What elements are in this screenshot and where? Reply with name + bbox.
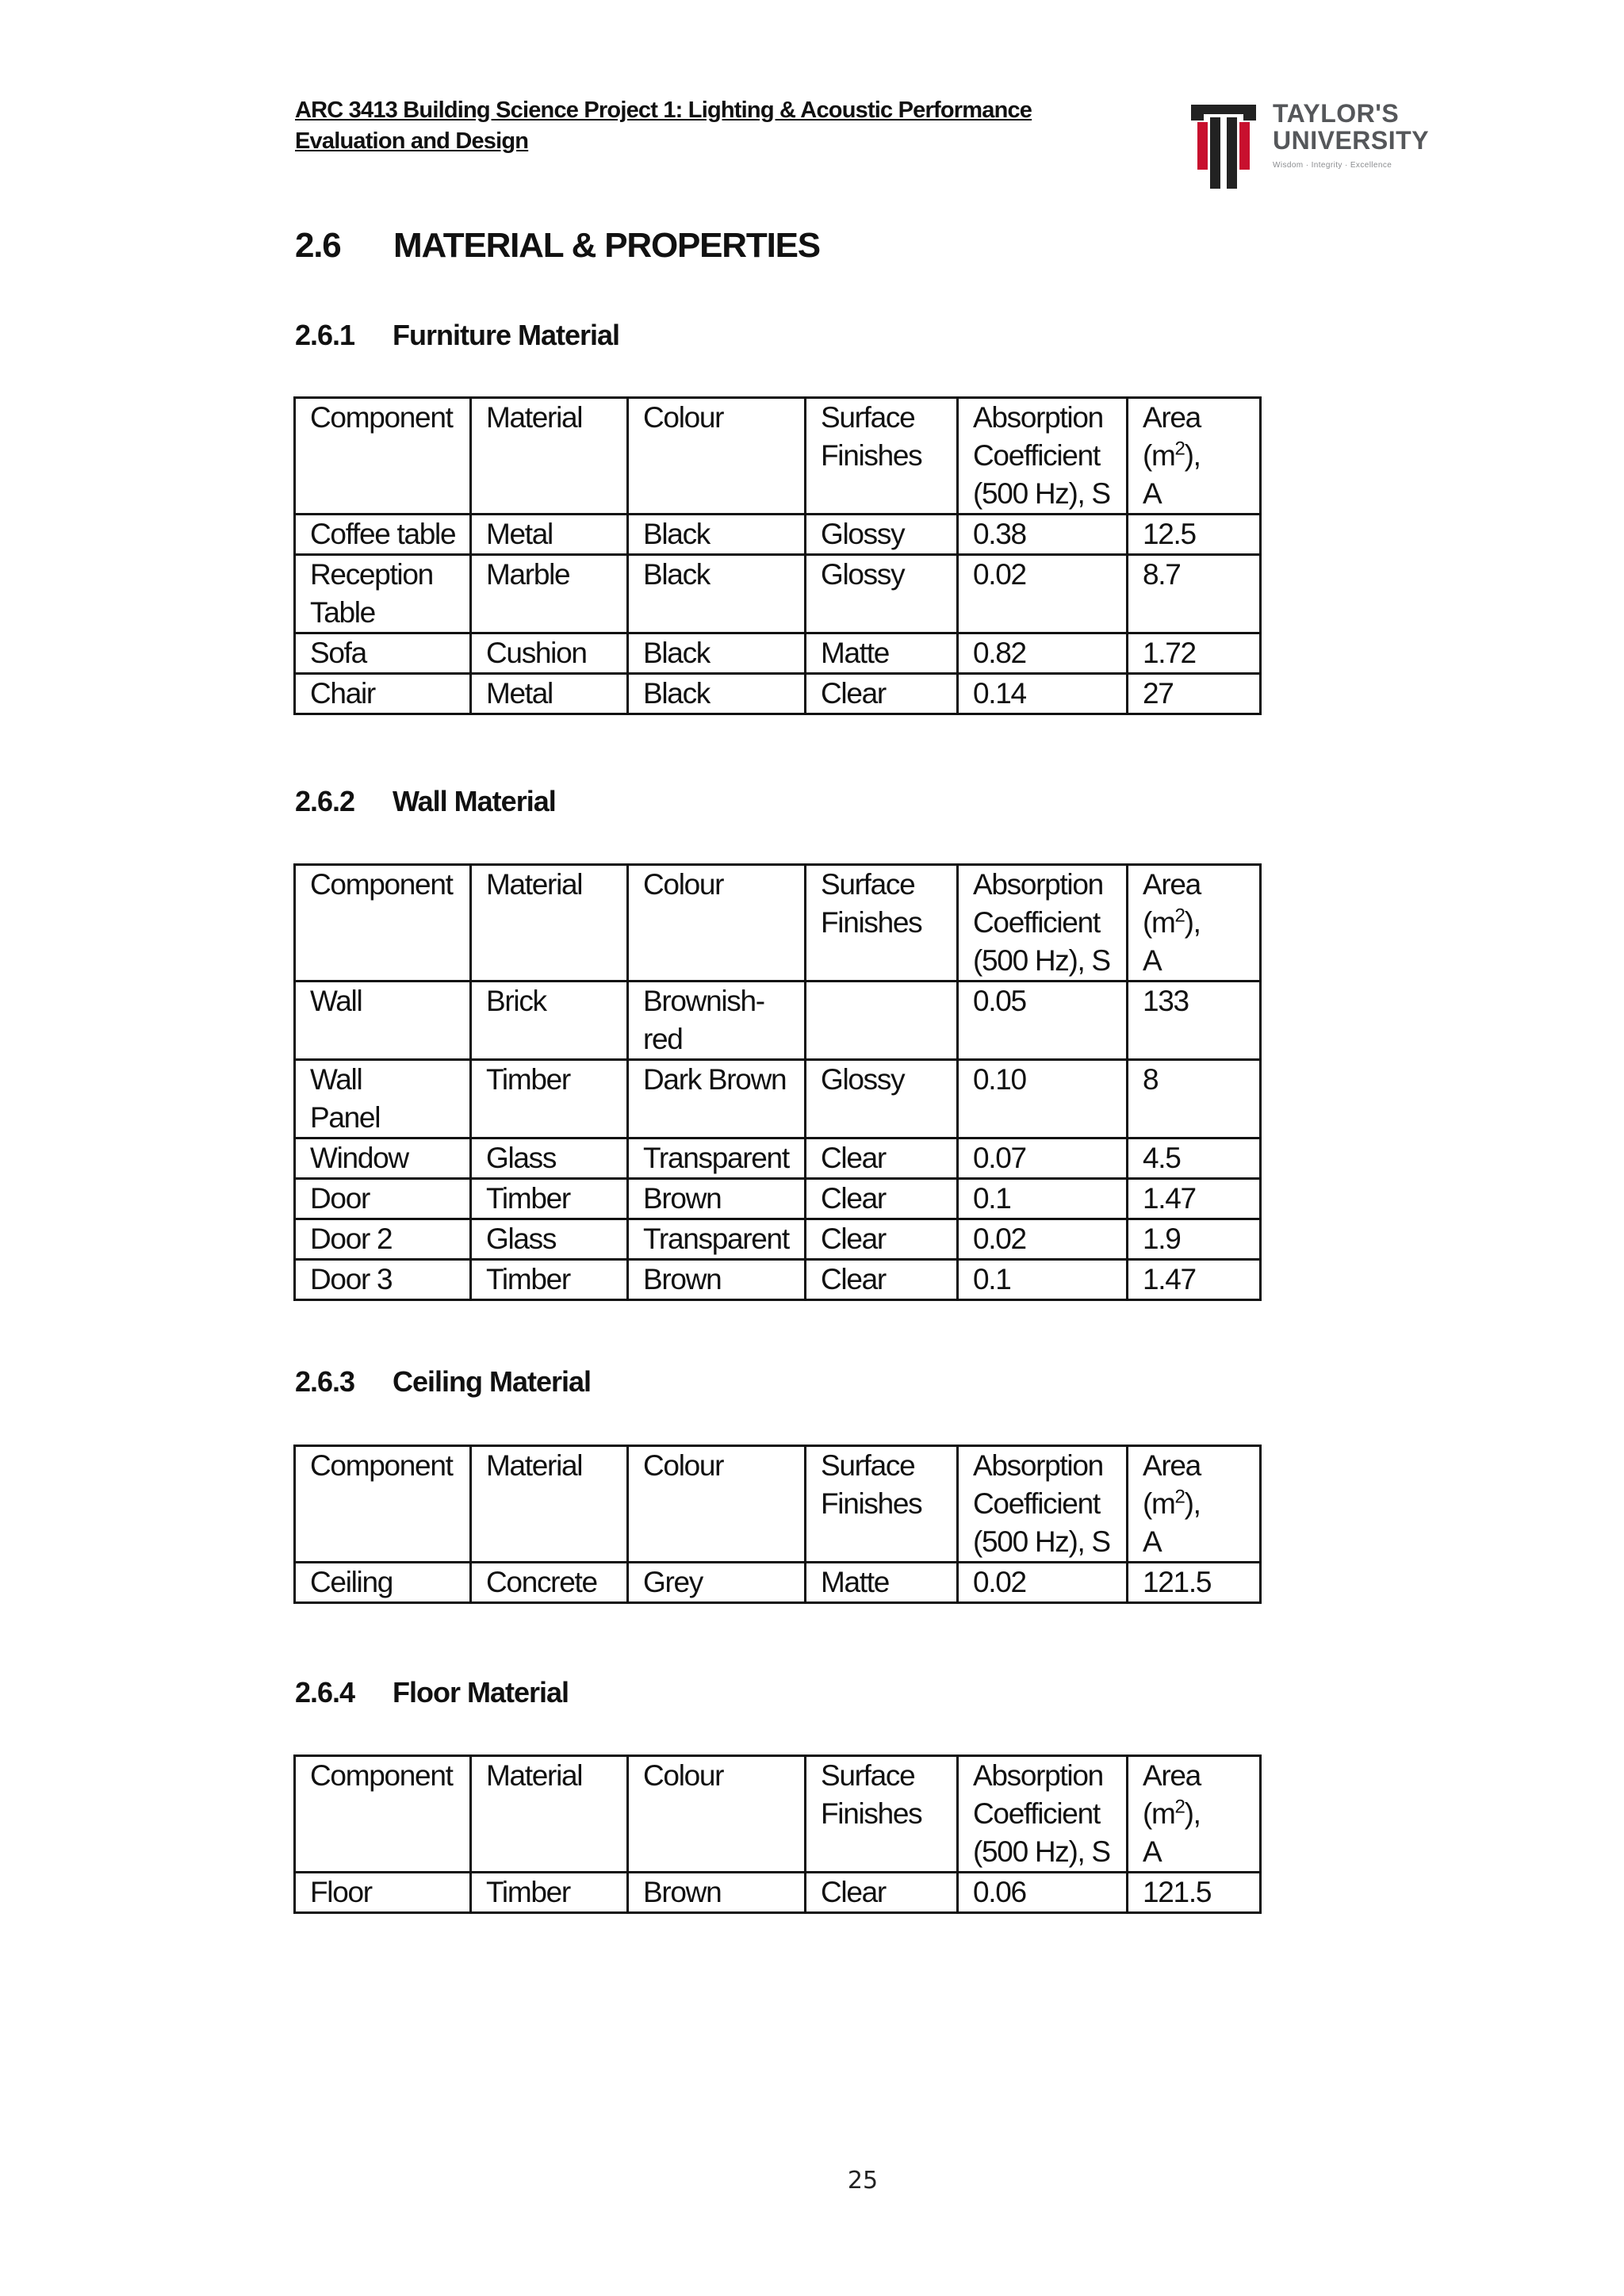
header-cell-surface-finishes (806, 865, 958, 982)
area-unit-superscript: 2 (1174, 1796, 1185, 1818)
table-row (295, 1563, 1261, 1603)
table-row (295, 1260, 1261, 1300)
cell-text-line: Metal (486, 518, 553, 550)
cell-text-line: 0.1 (973, 1263, 1011, 1295)
header-label-line: (500 Hz), S (973, 1835, 1110, 1868)
cell-text-line: Matte (821, 637, 890, 669)
cell-text-line: 8.7 (1143, 558, 1181, 591)
cell-absorption-coefficient (958, 633, 1128, 674)
header-cell-absorption-coefficient (958, 1446, 1128, 1563)
header-label-line (1143, 1795, 1254, 1833)
cell-text-line: Brownish- (643, 985, 764, 1017)
cell-text-line: 4.5 (1143, 1142, 1181, 1174)
cell-absorption-coefficient (958, 1179, 1128, 1219)
cell-text-line: Glass (486, 1142, 557, 1174)
cell-text-line: 121.5 (1143, 1876, 1212, 1908)
header-label-line: (500 Hz), S (973, 477, 1110, 510)
cell-surface-finishes (806, 1179, 958, 1219)
header-label-line: A (1143, 1835, 1162, 1868)
cell-text-line: Metal (486, 677, 553, 710)
cell-component (295, 674, 471, 714)
cell-component (295, 555, 471, 633)
cell-text-line: Black (643, 558, 710, 591)
cell-absorption-coefficient (958, 982, 1128, 1060)
cell-surface-finishes (806, 633, 958, 674)
header-cell-material (471, 398, 628, 515)
header-label-line: Absorption (973, 401, 1103, 434)
cell-colour (628, 1873, 806, 1913)
header-label-line (1143, 437, 1254, 475)
cell-surface-finishes (806, 1060, 958, 1138)
cell-surface-finishes (806, 555, 958, 633)
cell-area (1128, 1260, 1261, 1300)
cell-text-line: Clear (821, 1182, 886, 1215)
header-label-line: Area (1143, 1759, 1201, 1792)
header-cell-absorption-coefficient (958, 865, 1128, 982)
cell-text-line: Sofa (310, 637, 366, 669)
header-label-line: Surface (821, 1449, 915, 1482)
cell-text-line: Clear (821, 1263, 886, 1295)
header-label-line: A (1143, 1525, 1162, 1558)
area-unit-suffix: ), (1184, 439, 1201, 472)
cell-surface-finishes (806, 1138, 958, 1179)
cell-component (295, 1179, 471, 1219)
cell-surface-finishes (806, 1563, 958, 1603)
header-label-line (1143, 904, 1254, 942)
cell-text-line: Timber (486, 1182, 570, 1215)
cell-area (1128, 1219, 1261, 1260)
wall-material-table (293, 863, 1262, 1301)
subsection-number: 2.6.2 (295, 785, 355, 817)
header-label-line: Finishes (821, 1487, 922, 1520)
header-label-line (1143, 1485, 1254, 1523)
header-label: Material (486, 401, 583, 434)
cell-text-line: Wall (310, 1063, 362, 1096)
header-cell-component (295, 865, 471, 982)
cell-material (471, 1260, 628, 1300)
table-row (295, 982, 1261, 1060)
cell-text-line: 0.38 (973, 518, 1026, 550)
furniture-material-table (293, 396, 1262, 715)
cell-text-line: Brown (643, 1876, 722, 1908)
cell-text-line: Wall (310, 985, 362, 1017)
cell-text-line: Brick (486, 985, 546, 1017)
header-label: Material (486, 868, 583, 901)
header-cell-surface-finishes (806, 1446, 958, 1563)
header-cell-surface-finishes (806, 1756, 958, 1873)
cell-absorption-coefficient (958, 1563, 1128, 1603)
cell-area (1128, 633, 1261, 674)
cell-colour (628, 1260, 806, 1300)
cell-absorption-coefficient (958, 515, 1128, 555)
header-cell-colour (628, 865, 806, 982)
cell-text-line: Timber (486, 1263, 570, 1295)
table-header-row (295, 865, 1261, 982)
area-unit-superscript: 2 (1174, 438, 1185, 460)
cell-absorption-coefficient (958, 674, 1128, 714)
cell-text-line: Clear (821, 1142, 886, 1174)
cell-text-line: 0.05 (973, 985, 1026, 1017)
cell-text-line: 1.47 (1143, 1182, 1196, 1215)
section-title: MATERIAL & PROPERTIES (393, 226, 820, 265)
header-label-line: Absorption (973, 1449, 1103, 1482)
section-heading (295, 226, 820, 266)
cell-area (1128, 515, 1261, 555)
cell-text-line: 1.9 (1143, 1223, 1181, 1255)
header-label-line: A (1143, 477, 1162, 510)
header-label-line: Coefficient (973, 1797, 1100, 1830)
header-label-line: (500 Hz), S (973, 944, 1110, 977)
header-cell-surface-finishes (806, 398, 958, 515)
area-unit-prefix: (m (1143, 1487, 1175, 1520)
table-row (295, 633, 1261, 674)
header-label: Colour (643, 868, 724, 901)
header-label-line: Finishes (821, 906, 922, 939)
header-label: Colour (643, 1449, 724, 1482)
cell-text-line: 1.47 (1143, 1263, 1196, 1295)
cell-material (471, 1563, 628, 1603)
cell-text-line: 27 (1143, 677, 1174, 710)
header-label-line: Coefficient (973, 1487, 1100, 1520)
cell-text-line: Door (310, 1182, 370, 1215)
cell-colour (628, 1563, 806, 1603)
cell-surface-finishes (806, 1873, 958, 1913)
header-cell-component (295, 1446, 471, 1563)
cell-text-line: Marble (486, 558, 570, 591)
cell-text-line: 0.02 (973, 1566, 1026, 1598)
cell-absorption-coefficient (958, 1060, 1128, 1138)
cell-component (295, 1219, 471, 1260)
cell-text-line: Glossy (821, 1063, 905, 1096)
cell-text-line: Door 2 (310, 1223, 393, 1255)
subsection-title: Floor Material (393, 1676, 569, 1709)
header-cell-component (295, 1756, 471, 1873)
cell-text-line: 1.72 (1143, 637, 1196, 669)
cell-text-line: red (643, 1023, 683, 1055)
cell-text-line: Dark Brown (643, 1063, 787, 1096)
cell-text-line: Floor (310, 1876, 372, 1908)
header-cell-colour (628, 1756, 806, 1873)
cell-text-line: 0.02 (973, 558, 1026, 591)
area-unit-suffix: ), (1184, 1487, 1201, 1520)
cell-area (1128, 674, 1261, 714)
table-row (295, 1873, 1261, 1913)
area-unit-prefix: (m (1143, 1797, 1175, 1830)
cell-colour (628, 633, 806, 674)
cell-text-line: 8 (1143, 1063, 1159, 1096)
cell-text-line: Black (643, 677, 710, 710)
page-number: 25 (847, 2167, 879, 2195)
cell-text-line: 121.5 (1143, 1566, 1212, 1598)
logo-text-taylors: TAYLOR'S (1273, 99, 1400, 128)
area-unit-suffix: ), (1184, 906, 1201, 939)
cell-component (295, 1060, 471, 1138)
cell-colour (628, 1060, 806, 1138)
cell-absorption-coefficient (958, 1260, 1128, 1300)
header-label: Colour (643, 401, 724, 434)
cell-text-line: 12.5 (1143, 518, 1196, 550)
table-row (295, 1138, 1261, 1179)
cell-text-line: Timber (486, 1063, 570, 1096)
cell-surface-finishes (806, 1219, 958, 1260)
cell-material (471, 1219, 628, 1260)
area-unit-superscript: 2 (1174, 1486, 1185, 1508)
floor-material-table (293, 1755, 1262, 1914)
cell-material (471, 1060, 628, 1138)
table-row (295, 674, 1261, 714)
header-label: Component (310, 1759, 453, 1792)
cell-component (295, 1563, 471, 1603)
cell-text-line: Door 3 (310, 1263, 393, 1295)
cell-colour (628, 1138, 806, 1179)
header-cell-absorption-coefficient (958, 398, 1128, 515)
cell-text-line: 0.82 (973, 637, 1026, 669)
cell-colour (628, 1179, 806, 1219)
cell-area (1128, 1060, 1261, 1138)
header-label-line: Area (1143, 868, 1201, 901)
table-row (295, 555, 1261, 633)
header-label: Component (310, 401, 453, 434)
cell-text-line: Black (643, 637, 710, 669)
header-label-line: Absorption (973, 868, 1103, 901)
cell-component (295, 633, 471, 674)
cell-text-line: Black (643, 518, 710, 550)
header-cell-component (295, 398, 471, 515)
area-unit-prefix: (m (1143, 906, 1175, 939)
logo-text-university: UNIVERSITY (1273, 126, 1430, 155)
header-cell-material (471, 1446, 628, 1563)
cell-text-line: Clear (821, 1223, 886, 1255)
cell-text-line: Transparent (643, 1142, 789, 1174)
logo-wordmark (1273, 100, 1429, 171)
cell-colour (628, 515, 806, 555)
subsection-heading-wall (295, 785, 556, 818)
header-label-line: A (1143, 944, 1162, 977)
cell-text-line: Glass (486, 1223, 557, 1255)
logo-tagline: Wisdom · Integrity · Excellence (1273, 161, 1392, 170)
area-unit-prefix: (m (1143, 439, 1175, 472)
cell-surface-finishes (806, 1260, 958, 1300)
cell-text-line: 0.10 (973, 1063, 1026, 1096)
cell-text-line: Coffee table (310, 518, 456, 550)
cell-text-line: Window (310, 1142, 408, 1174)
cell-text-line: Timber (486, 1876, 570, 1908)
cell-material (471, 555, 628, 633)
cell-text-line: 0.07 (973, 1142, 1026, 1174)
cell-text-line: Table (310, 596, 375, 629)
cell-component (295, 1138, 471, 1179)
cell-material (471, 633, 628, 674)
table-row (295, 515, 1261, 555)
cell-text-line: 133 (1143, 985, 1189, 1017)
cell-colour (628, 1219, 806, 1260)
table-row (295, 1219, 1261, 1260)
cell-material (471, 1873, 628, 1913)
cell-text-line: Clear (821, 677, 886, 710)
cell-colour (628, 555, 806, 633)
cell-component (295, 515, 471, 555)
cell-text-line: Matte (821, 1566, 890, 1598)
cell-surface-finishes (806, 515, 958, 555)
header-label-line: Coefficient (973, 439, 1100, 472)
cell-absorption-coefficient (958, 1138, 1128, 1179)
cell-material (471, 515, 628, 555)
university-crest-icon (1189, 103, 1258, 192)
subsection-number: 2.6.4 (295, 1676, 355, 1709)
cell-absorption-coefficient (958, 555, 1128, 633)
cell-text-line: Transparent (643, 1223, 789, 1255)
cell-text-line: 0.14 (973, 677, 1026, 710)
cell-text-line: 0.02 (973, 1223, 1026, 1255)
cell-area (1128, 1873, 1261, 1913)
cell-surface-finishes (806, 674, 958, 714)
header-label: Colour (643, 1759, 724, 1792)
cell-component (295, 1873, 471, 1913)
taylors-university-logo (1189, 99, 1430, 193)
header-label-line: Surface (821, 1759, 915, 1792)
cell-text-line: 0.1 (973, 1182, 1011, 1215)
header-cell-area (1128, 398, 1261, 515)
cell-area (1128, 982, 1261, 1060)
header-cell-material (471, 1756, 628, 1873)
section-number: 2.6 (295, 226, 341, 265)
cell-colour (628, 674, 806, 714)
table-row (295, 1060, 1261, 1138)
header-label-line: Area (1143, 1449, 1201, 1482)
cell-area (1128, 555, 1261, 633)
header-label-line: Finishes (821, 1797, 922, 1830)
cell-text-line: Chair (310, 677, 375, 710)
header-label-line: Coefficient (973, 906, 1100, 939)
cell-absorption-coefficient (958, 1219, 1128, 1260)
cell-area (1128, 1563, 1261, 1603)
subsection-heading-ceiling (295, 1365, 591, 1399)
subsection-title: Furniture Material (393, 319, 620, 351)
cell-surface-finishes (806, 982, 958, 1060)
ceiling-material-table (293, 1445, 1262, 1604)
header-title-line-2: Evaluation and Design (295, 128, 529, 154)
header-label-line: Finishes (821, 439, 922, 472)
subsection-heading-floor (295, 1676, 569, 1709)
header-cell-area (1128, 1756, 1261, 1873)
subsection-number: 2.6.3 (295, 1365, 355, 1398)
cell-material (471, 674, 628, 714)
header-label: Material (486, 1759, 583, 1792)
document-header (295, 95, 1032, 157)
area-unit-superscript: 2 (1174, 905, 1185, 927)
header-cell-absorption-coefficient (958, 1756, 1128, 1873)
area-unit-suffix: ), (1184, 1797, 1201, 1830)
cell-text-line: Brown (643, 1263, 722, 1295)
cell-colour (628, 982, 806, 1060)
header-label: Material (486, 1449, 583, 1482)
cell-text-line: Panel (310, 1101, 381, 1134)
cell-material (471, 982, 628, 1060)
cell-text-line: Ceiling (310, 1566, 393, 1598)
subsection-heading-furniture (295, 319, 619, 352)
cell-text-line: 0.06 (973, 1876, 1026, 1908)
subsection-title: Wall Material (393, 785, 556, 817)
cell-text-line: Concrete (486, 1566, 597, 1598)
cell-text-line: Glossy (821, 558, 905, 591)
table-header-row (295, 1756, 1261, 1873)
header-cell-colour (628, 398, 806, 515)
header-label-line: Area (1143, 401, 1201, 434)
header-cell-area (1128, 1446, 1261, 1563)
cell-text-line: Clear (821, 1876, 886, 1908)
header-cell-area (1128, 865, 1261, 982)
cell-absorption-coefficient (958, 1873, 1128, 1913)
cell-area (1128, 1138, 1261, 1179)
cell-text-line: Reception (310, 558, 433, 591)
header-label-line: Surface (821, 401, 915, 434)
subsection-number: 2.6.1 (295, 319, 355, 351)
cell-text-line: Grey (643, 1566, 703, 1598)
header-label: Component (310, 1449, 453, 1482)
header-cell-material (471, 865, 628, 982)
cell-material (471, 1179, 628, 1219)
cell-text-line: Brown (643, 1182, 722, 1215)
cell-material (471, 1138, 628, 1179)
header-label-line: Absorption (973, 1759, 1103, 1792)
table-header-row (295, 398, 1261, 515)
subsection-title: Ceiling Material (393, 1365, 592, 1398)
cell-component (295, 1260, 471, 1300)
header-cell-colour (628, 1446, 806, 1563)
table-row (295, 1179, 1261, 1219)
table-header-row (295, 1446, 1261, 1563)
cell-area (1128, 1179, 1261, 1219)
header-label-line: (500 Hz), S (973, 1525, 1110, 1558)
cell-text-line: Cushion (486, 637, 587, 669)
header-label-line: Surface (821, 868, 915, 901)
header-title-line-1: ARC 3413 Building Science Project 1: Lighting & Acoustic Performance (295, 98, 1032, 123)
cell-text-line: Glossy (821, 518, 905, 550)
cell-component (295, 982, 471, 1060)
header-label: Component (310, 868, 453, 901)
